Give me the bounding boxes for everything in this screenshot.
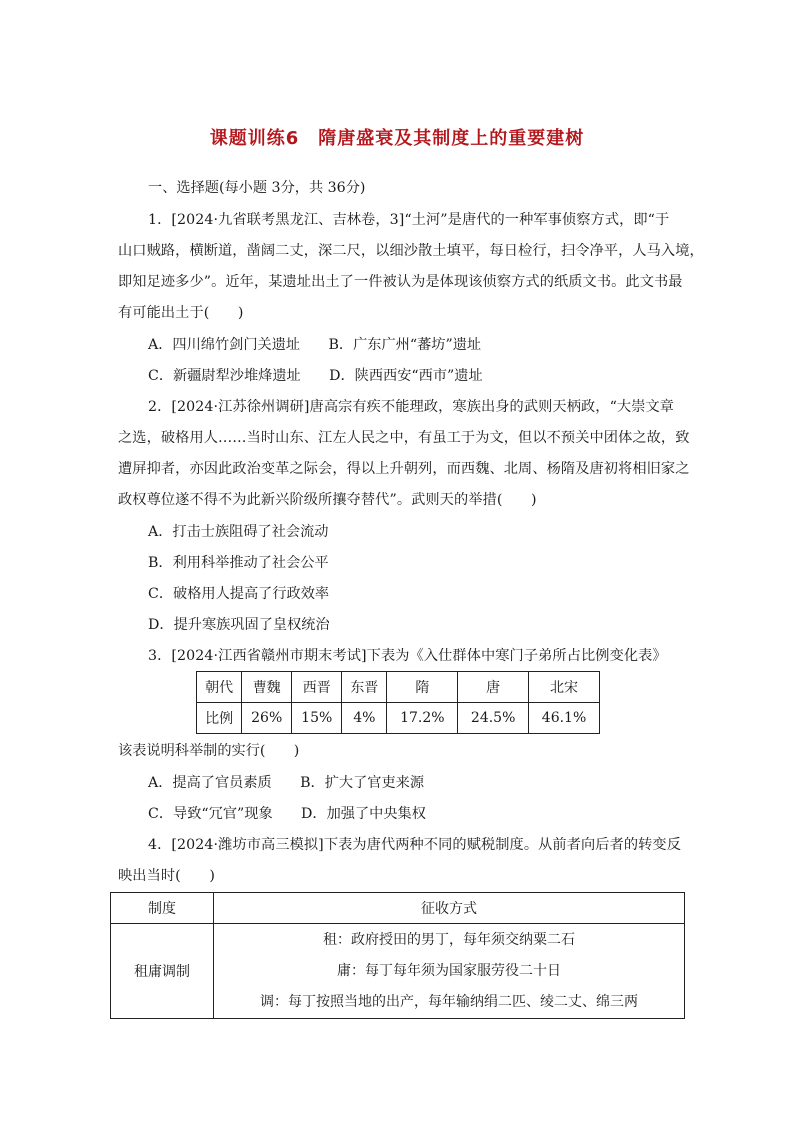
table-cell-system: 租庸调制 [111, 924, 214, 1019]
q2-line-3: 遭屏抑者，亦因此政治变革之际会，得以上升朝列，而西魏、北周、杨隋及唐初将相旧家之 [118, 461, 690, 477]
q1-line-4: 有可能出土于( ) [118, 305, 244, 321]
tax-method-yong: 庸：每丁每年须为国家服劳役二十日 [337, 962, 561, 979]
q2-option-d: D．提升寒族巩固了皇权统治 [148, 617, 330, 633]
table-header-cell: 西晋 [292, 672, 342, 703]
table-row [111, 924, 685, 1019]
table-cell: 4% [342, 703, 387, 734]
q1-line-1: 1．[2024·九省联考黑龙江、吉林卷，3]“土河”是唐代的一种军事侦察方式，即“于 [148, 212, 670, 228]
q1-line-2: 山口贼路，横断道，凿阔二丈，深二尺，以细沙散土填平，每日检行，扫令净平，人马入境， [118, 243, 704, 259]
q2-line-4: 政权尊位遂不得不为此新兴阶级所攘夺替代”。武则天的举措( ) [118, 492, 537, 508]
table-header-cell: 征收方式 [214, 893, 685, 924]
table-cell: 17.2% [387, 703, 458, 734]
q2-line-1: 2．[2024·江苏徐州调研]唐高宗有疾不能理政，寒族出身的武则天柄政，“大崇文章 [148, 399, 675, 415]
q1-option-ab: A．四川绵竹剑门关遗址 B．广东广州“蕃坊”遗址 [148, 337, 482, 353]
table-cell: 24.5% [458, 703, 529, 734]
q3-ratio-table [196, 671, 600, 734]
q3-option-ab: A．提高了官员素质 B．扩大了官吏来源 [148, 775, 425, 791]
table-cell: 比例 [197, 703, 242, 734]
section-header: 一、选择题(每小题 3分，共 36分) [148, 180, 366, 196]
q1-option-cd: C．新疆尉犁沙堆烽遗址 D．陕西西安“西市”遗址 [148, 368, 483, 384]
table-header-cell: 北宋 [529, 672, 600, 703]
table-header-cell: 东晋 [342, 672, 387, 703]
table-header-cell: 制度 [111, 893, 214, 924]
table-header-cell: 朝代 [197, 672, 242, 703]
q3-stem: 3．[2024·江西省赣州市期末考试]下表为《入仕群体中寒门子弟所占比例变化表》 [148, 648, 667, 664]
tax-method-diao: 调：每丁按照当地的出产，每年输纳绢二匹、绫二丈、绵三两 [260, 993, 638, 1010]
table-header-cell: 曹魏 [242, 672, 292, 703]
q2-line-2: 之选，破格用人……当时山东、江左人民之中，有虽工于为文，但以不预关中团体之故，致 [118, 430, 690, 446]
page-title: 课题训练6 隋唐盛衰及其制度上的重要建树 [209, 128, 585, 149]
table-cell: 15% [292, 703, 342, 734]
tax-method-zu: 租：政府授田的男丁，每年须交纳粟二石 [323, 931, 575, 948]
q3-question: 该表说明科举制的实行( ) [118, 743, 300, 759]
table-cell: 46.1% [529, 703, 600, 734]
table-header-cell: 隋 [387, 672, 458, 703]
q4-tax-table [110, 892, 685, 1019]
table-cell-methods [214, 924, 685, 1019]
table-row [111, 893, 685, 924]
q4-line-2: 映出当时( ) [118, 868, 215, 884]
q4-line-1: 4．[2024·潍坊市高三模拟]下表为唐代两种不同的赋税制度。从前者向后者的转变反 [148, 837, 682, 853]
q3-option-cd: C．导致“冗官”现象 D．加强了中央集权 [148, 806, 426, 822]
q2-option-c: C．破格用人提高了行政效率 [148, 586, 330, 602]
q2-option-a: A．打击士族阻碍了社会流动 [148, 524, 329, 540]
table-header-cell: 唐 [458, 672, 529, 703]
q2-option-b: B．利用科举推动了社会公平 [148, 555, 329, 571]
table-cell: 26% [242, 703, 292, 734]
table-row [197, 703, 600, 734]
table-row [197, 672, 600, 703]
q1-line-3: 即知足迹多少”。近年，某遗址出土了一件被认为是体现该侦察方式的纸质文书。此文书最 [118, 274, 683, 290]
